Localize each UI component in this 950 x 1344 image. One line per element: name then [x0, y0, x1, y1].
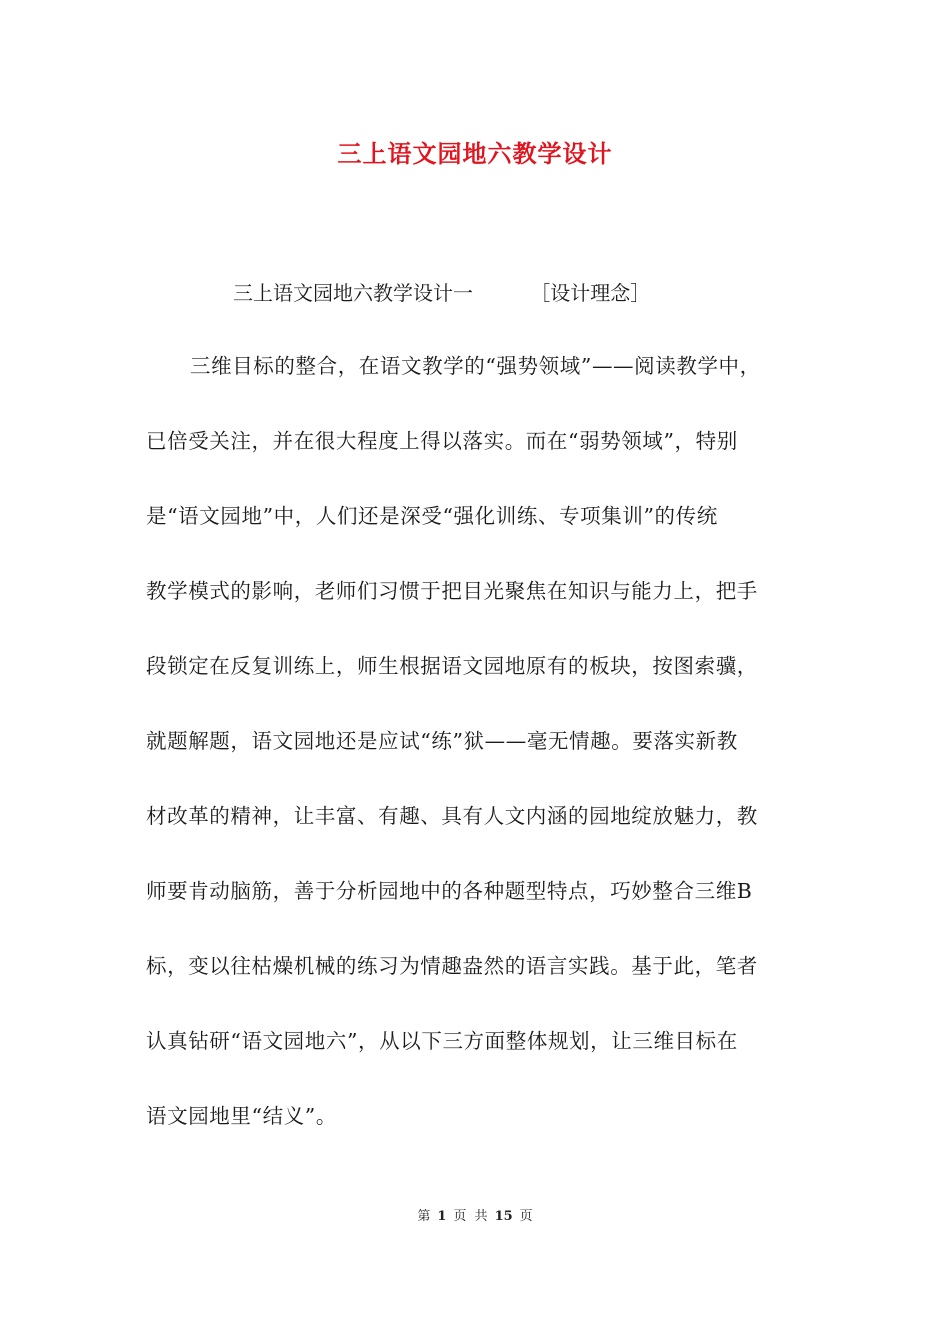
paragraph-line: 段锁定在反复训练上，师生根据语文园地原有的板块，按图索骥，	[146, 654, 758, 678]
footer-total-pages: 15	[494, 1209, 513, 1224]
paragraph-line: 已倍受关注，并在很大程度上得以落实。而在“弱势领域”，特别	[146, 429, 738, 453]
footer-total-word: 共	[474, 1209, 488, 1224]
section-subheading: 三上语文园地六教学设计一 ［设计理念］	[233, 281, 651, 305]
page-footer	[0, 1207, 950, 1227]
paragraph-line: 语文园地里“结义”。	[146, 1104, 337, 1128]
paragraph-line: 材改革的精神，让丰富、有趣、具有人文内涵的园地绽放魅力，教	[146, 804, 758, 828]
footer-prefix: 第	[417, 1209, 431, 1224]
paragraph-line: 就题解题，语文园地还是应试“练”狱——毫无情趣。要落实新教	[146, 729, 738, 753]
body-paragraph	[146, 348, 810, 1173]
footer-current-page: 1	[437, 1209, 447, 1224]
paragraph-line: 标，变以往枯燥机械的练习为情趣盎然的语言实践。基于此，笔者	[146, 954, 758, 978]
footer-suffix: 页	[519, 1209, 533, 1224]
paragraph-line: 三维目标的整合，在语文教学的“强势领域”——阅读教学中，	[190, 354, 761, 378]
paragraph-line: 师要肯动脑筋，善于分析园地中的各种题型特点，巧妙整合三维B	[146, 879, 753, 903]
paragraph-line: 教学模式的影响，老师们习惯于把目光聚焦在知识与能力上，把手	[146, 579, 758, 603]
document-title: 三上语文园地六教学设计	[337, 139, 613, 168]
footer-page-word: 页	[453, 1209, 467, 1224]
paragraph-line: 是“语文园地”中，人们还是深受“强化训练、专项集训”的传统	[146, 504, 718, 528]
paragraph-line: 认真钻研“语文园地六”，从以下三方面整体规划，让三维目标在	[146, 1029, 738, 1053]
